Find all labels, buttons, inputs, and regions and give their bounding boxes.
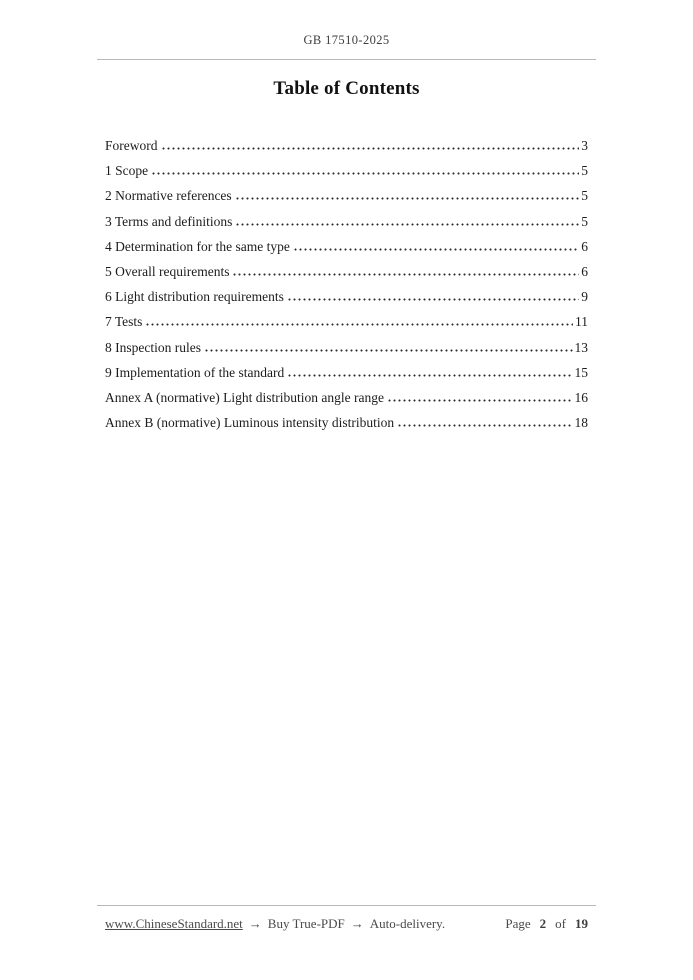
toc-dot-leader [204,349,573,352]
toc-entry-label: 2 Normative references [105,188,232,204]
toc-entry-label: Foreword [105,138,158,153]
toc-dot-leader [235,223,579,226]
toc-entry-label: 3 Terms and definitions [105,213,233,229]
toc-entry-label: 8 Inspection rules [105,339,201,355]
toc-entry [105,414,588,439]
toc-entry [105,162,588,187]
page-current-number: 2 [539,916,547,931]
toc-entry [105,364,588,389]
footer-rule [97,905,596,906]
toc-entry [105,288,588,313]
toc-dot-leader [293,248,579,251]
page-indicator [505,916,588,932]
toc-list [105,137,588,439]
toc-entry-label: Annex B (normative) Luminous intensity distribution [105,415,395,431]
toc-entry-label: 5 Overall requirements [105,263,230,279]
toc-entry [105,187,588,212]
toc-entry [105,238,588,263]
toc-dot-leader [287,374,572,377]
toc-entry-page: 6 [581,263,588,279]
auto-delivery-text: Auto-delivery. [369,916,446,931]
header-rule [97,59,596,60]
toc-entry [105,213,588,238]
toc-dot-leader [151,172,579,175]
toc-entry-page: 13 [574,339,588,355]
toc-entry-page: 18 [574,415,588,431]
toc-entry-label: 9 Implementation of the standard [105,364,285,380]
toc-dot-leader [161,147,580,150]
toc-entry [105,339,588,364]
toc-dot-leader [145,323,573,326]
toc-entry-label: 6 Light distribution requirements [105,289,284,305]
standard-number: GB 17510-2025 [303,33,390,47]
toc-entry-page: 5 [581,188,588,204]
toc-entry-page: 15 [574,364,588,380]
toc-dot-leader [232,273,579,276]
website-link[interactable]: www.ChineseStandard.net [105,916,243,931]
arrow-right-icon: → [248,916,262,931]
toc-entry-page: 9 [581,289,588,305]
toc-dot-leader [287,298,579,301]
toc-entry-page: 11 [575,314,588,330]
page-total-number: 19 [575,916,588,931]
toc-entry [105,263,588,288]
toc-entry-label: 7 Tests [105,314,143,330]
toc-entry-label: 1 Scope [105,163,149,179]
page-footer [105,916,588,932]
toc-dot-leader [397,424,572,427]
toc-entry-label: Annex A (normative) Light distribution angle range [105,389,384,405]
toc-entry-label: 4 Determination for the same type [105,238,290,254]
toc-dot-leader [235,197,580,200]
toc-entry-page: 3 [581,138,588,153]
toc-entry-page: 5 [581,213,588,229]
toc-entry [105,389,588,414]
footer-info [105,916,445,932]
of-label: of [555,916,566,931]
page-title: Table of Contents [273,78,420,99]
toc-entry-page: 16 [574,389,588,405]
toc-entry-page: 6 [581,238,588,254]
toc-entry [105,137,588,162]
page-label: Page [505,916,531,931]
buy-true-pdf-text: Buy True-PDF [267,916,345,931]
toc-dot-leader [387,399,573,402]
arrow-right-icon: → [350,916,364,931]
toc-entry-page: 5 [581,163,588,179]
toc-entry [105,313,588,338]
